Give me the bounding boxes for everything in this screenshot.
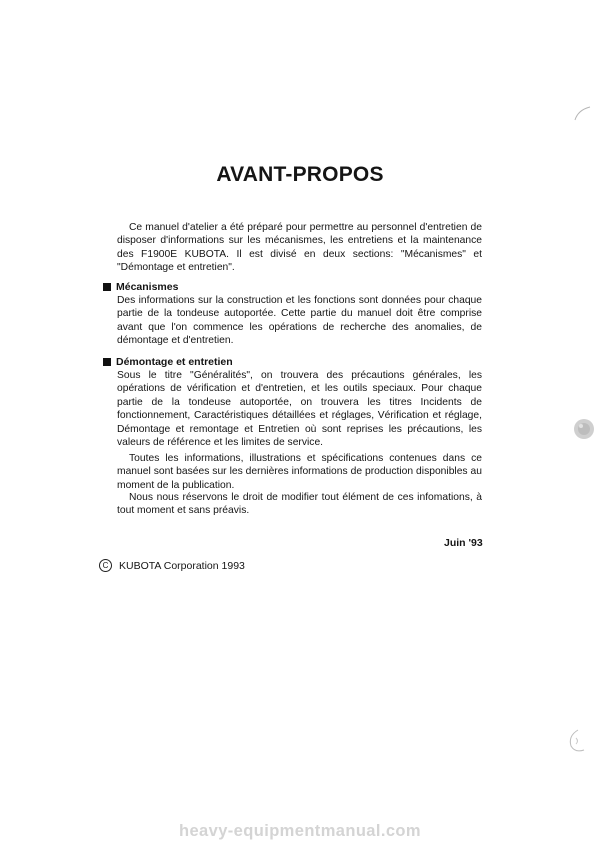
- intro-paragraph: Ce manuel d'atelier a été préparé pour permettre au personnel d'entretien de disposer d'informations sur les mécanismes, les entretiens et la maintenance des F1900E KUBOTA. Il est divisé en deux sections: "Mécanismes" et "Démontage et entretien".: [117, 222, 482, 274]
- bullet-square-icon: [103, 358, 111, 366]
- section-heading-demontage: [103, 356, 233, 369]
- bullet-square-icon: [103, 283, 111, 291]
- scan-mark-top-right: [572, 104, 594, 122]
- section-body-mecanismes: Des informations sur la construction et les fonctions sont données pour chaque partie de la tondeuse autoportée. Cette partie du manuel doit être comprise avant que l'on commence les opérations de recherche des anomalies, de démontage et d'entretien.: [117, 295, 482, 347]
- copyright-line: [99, 559, 245, 572]
- section-heading-label: Démontage et entretien: [116, 356, 233, 368]
- section-heading-mecanismes: [103, 281, 178, 294]
- section-body-demontage: Sous le titre "Généralités", on trouvera des précautions générales, les opérations de vérification et d'entretien, et les outils speciaux. Pour chaque partie de la tondeuse autoportée, on trouvera les titres Incidents de fonctionnement, Caractéristiques détaillées et réglages, Vérification et réglage, Démontage et remontage et Entretien où sont reprises les précautions, les valeurs de référence et les limites de service.: [117, 370, 482, 449]
- punch-hole-mark: [570, 415, 598, 443]
- scan-mark-bottom-right: [564, 726, 592, 756]
- closing-paragraph-1: Toutes les informations, illustrations et spécifications contenues dans ce manuel sont basées sur les dernières informations de production disponibles au moment de la publication.: [117, 453, 482, 491]
- closing-paragraph-2: Nous nous réservons le droit de modifier tout élément de ces infomations, à tout moment et sans préavis.: [117, 492, 482, 517]
- copyright-icon: C: [99, 559, 112, 572]
- section-heading-label: Mécanismes: [116, 281, 179, 293]
- watermark-text: heavy-equipmentmanual.com: [179, 822, 421, 840]
- copyright-text: KUBOTA Corporation 1993: [119, 559, 245, 572]
- page-title: AVANT-PROPOS: [216, 163, 384, 186]
- document-date: Juin '93: [444, 537, 483, 549]
